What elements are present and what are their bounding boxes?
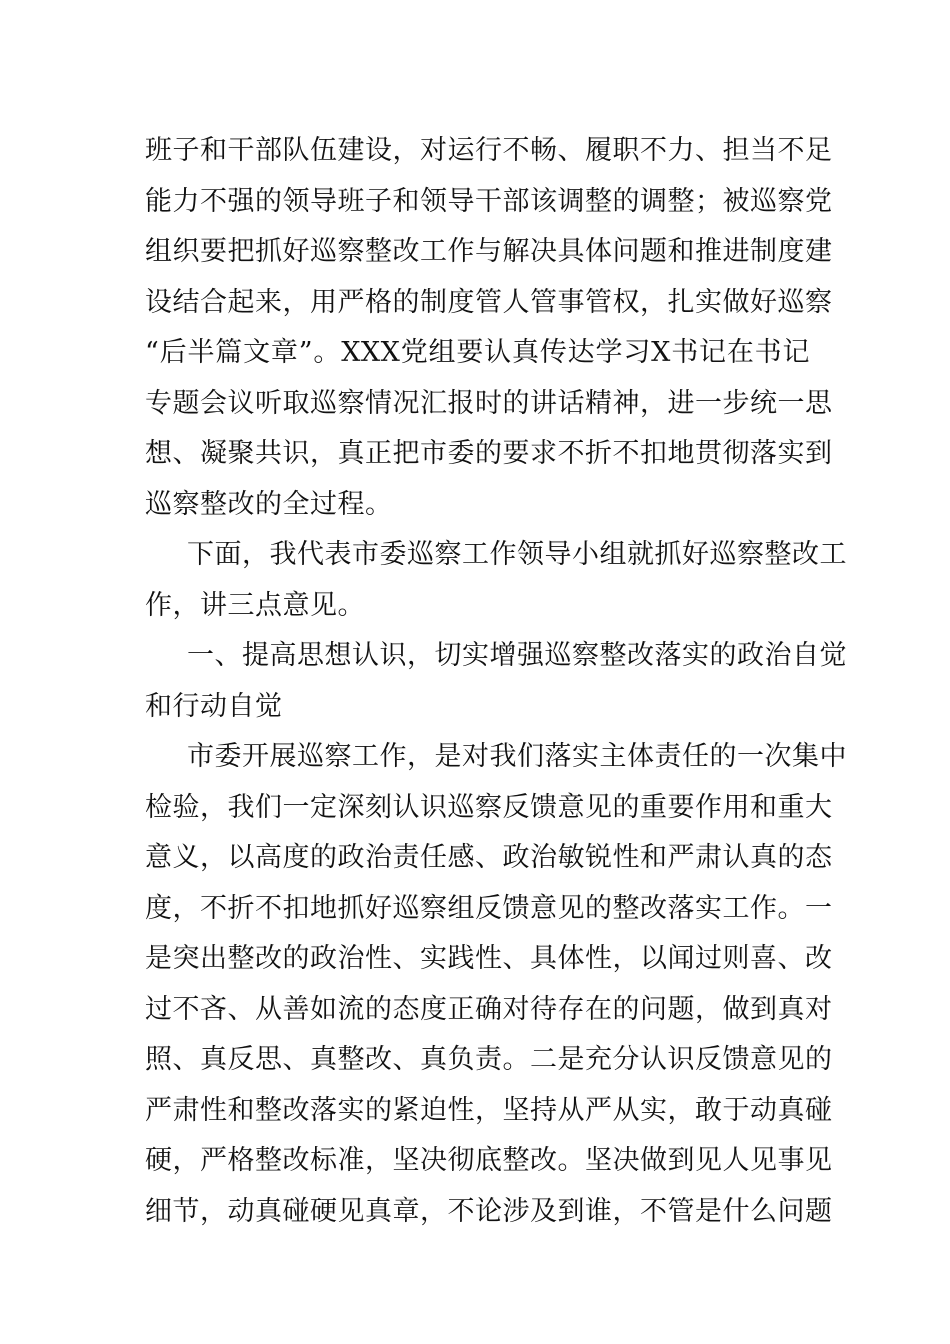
text-line: 作，讲三点意见。: [145, 589, 365, 621]
text-line: 照、真反思、真整改、真负责。二是充分认识反馈意见的: [145, 1044, 833, 1075]
text-line: 过不吝、从善如流的态度正确对待存在的问题，做到真对: [145, 993, 833, 1025]
text-line: 严肃性和整改落实的紧迫性，坚持从严从实，敢于动真碰: [145, 1094, 833, 1126]
text-line: 能力不强的领导班子和领导干部该调整的调整；被巡察党: [145, 185, 833, 217]
text-line: 是突出整改的政治性、实践性、具体性，以闻过则喜、改: [145, 943, 833, 974]
section-heading-line: 和行动自觉: [145, 690, 283, 722]
text-line: 意义，以高度的政治责任感、政治敏锐性和严肃认真的态: [145, 842, 833, 873]
text-line: “后半篇文章”。XXX党组要认真传达学习X书记在书记: [145, 337, 810, 368]
text-line: 组织要把抓好巡察整改工作与解决具体问题和推进制度建: [145, 236, 833, 267]
text-line: 细节，动真碰硬见真章，不论涉及到谁，不管是什么问题: [145, 1195, 833, 1227]
text-line: 想、凝聚共识，真正把市委的要求不折不扣地贯彻落实到: [145, 438, 833, 469]
section-heading-line: 一、提高思想认识，切实增强巡察整改落实的政治自觉: [187, 640, 847, 671]
text-line: 硬，严格整改标准，坚决彻底整改。坚决做到见人见事见: [145, 1145, 833, 1176]
text-line: 下面，我代表市委巡察工作领导小组就抓好巡察整改工: [187, 539, 847, 570]
text-line: 专题会议听取巡察情况汇报时的讲话精神，进一步统一思: [145, 387, 833, 419]
text-line: 度，不折不扣地抓好巡察组反馈意见的整改落实工作。一: [145, 892, 833, 924]
text-line: 检验，我们一定深刻认识巡察反馈意见的重要作用和重大: [145, 791, 833, 823]
text-line: 班子和干部队伍建设，对运行不畅、履职不力、担当不足: [145, 135, 833, 166]
text-line: 市委开展巡察工作，是对我们落实主体责任的一次集中: [187, 741, 847, 772]
body-text: [145, 126, 847, 1237]
text-line: 设结合起来，用严格的制度管人管事管权，扎实做好巡察: [145, 286, 833, 318]
text-line: 巡察整改的全过程。: [145, 488, 393, 520]
